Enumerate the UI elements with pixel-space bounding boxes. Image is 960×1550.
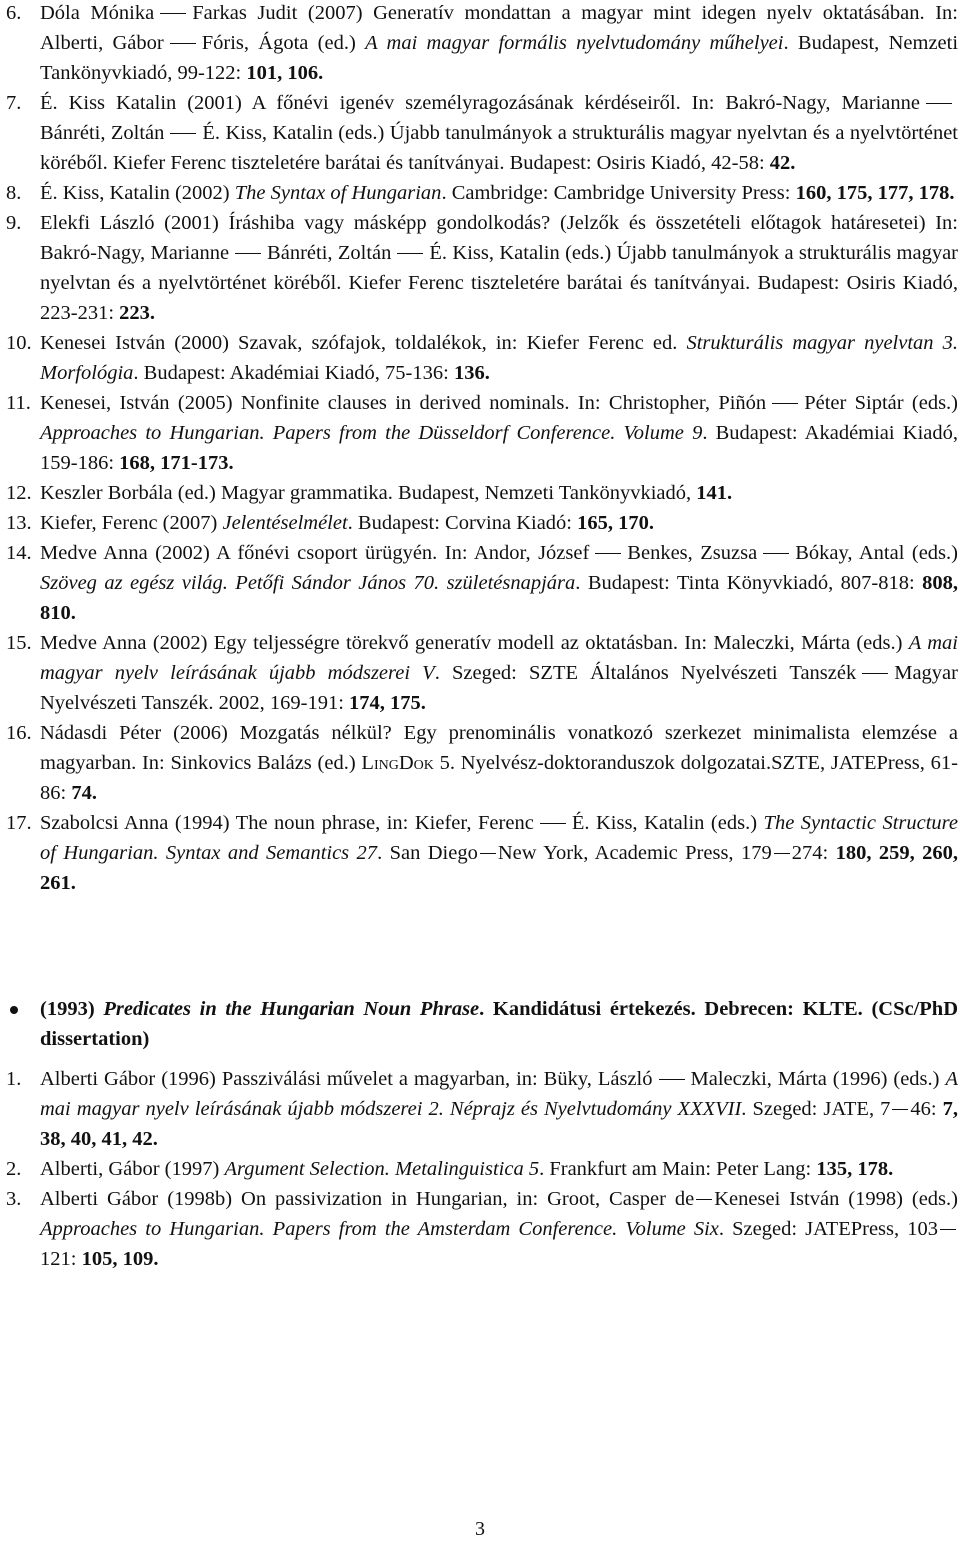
reference-number: 12. [6, 482, 32, 504]
reference-number: 15. [6, 632, 32, 654]
reference-number: 9. [6, 212, 22, 234]
reference-number: 8. [6, 182, 22, 204]
page-number: 3 [475, 1518, 485, 1540]
reference-item-6: 6. Dóla Mónika Farkas Judit (2007) Generatív mondattan a magyar mint idegen nyelv oktatásában. In: Alberti, Gábor Fóris, Ágota (ed.) A mai magyar formális nyelvtudomány műhelyei. Budapest, Nemzeti Tankönyvkiadó, 99-122: 101, 106. [0, 0, 958, 88]
reference-item-13: 13. Kiefer, Ferenc (2007) Jelentéselmélet. Budapest: Corvina Kiadó: 165, 170. [0, 508, 958, 538]
reference-number: 2. [6, 1158, 22, 1180]
reference-item-b3: 3. Alberti Gábor (1998b) On passivization in Hungarian, in: Groot, Casper de Kenesei István (1998) (eds.) Approaches to Hungarian. Papers from the Amsterdam Conference. Volume Six. Szeged: JATEPress, 103121: 105, 109. [0, 1184, 958, 1274]
reference-number: 14. [6, 542, 32, 564]
reference-item-12: 12. Keszler Borbála (ed.) Magyar grammatika. Budapest, Nemzeti Tankönyvkiadó, 141. [0, 478, 958, 508]
reference-item-14: 14. Medve Anna (2002) A főnévi csoport ürügyén. In: Andor, József Benkes, Zsuzsa Bókay, Antal (eds.) Szöveg az egész világ. Petőfi Sándor János 70. születésnapjára. Budapest: Tinta Könyvkiadó, 807-818: 808, 810. [0, 538, 958, 628]
reference-number: 10. [6, 332, 32, 354]
reference-item-10: 10. Kenesei István (2000) Szavak, szófajok, toldalékok, in: Kiefer Ferenc ed. Strukturális magyar nyelvtan 3. Morfológia. Budapest: Akadémiai Kiadó, 75-136: 136. [0, 328, 958, 388]
reference-item-15: 15. Medve Anna (2002) Egy teljességre törekvő generatív modell az oktatásban. In: Maleczki, Márta (eds.) A mai magyar nyelv leírásának újabb módszerei V. Szeged: SZTE Általános Nyelvészeti Tanszék Magyar Nyelvészeti Tanszék. 2002, 169-191: 174, 175. [0, 628, 958, 718]
reference-item-16: 16. Nádasdi Péter (2006) Mozgatás nélkül? Egy prenominális vonatkozó szerkezet minimalista elemzése a magyarban. In: Sinkovics Balázs (ed.) LingDok 5. Nyelvész-doktoranduszok dolgozatai.SZTE, JATEPress, 61-86: 74. [0, 718, 958, 808]
reference-number: 7. [6, 92, 22, 114]
reference-item-17: 17. Szabolcsi Anna (1994) The noun phrase, in: Kiefer, Ferenc É. Kiss, Katalin (eds.) The Syntactic Structure of Hungarian. Syntax and Semantics 27. San Diego New York, Academic Press, 179 274: 180, 259, 260, 261. [0, 808, 958, 898]
reference-number: 11. [6, 392, 31, 414]
reference-list-2 [0, 1064, 958, 1274]
reference-item-8: 8. É. Kiss, Katalin (2002) The Syntax of Hungarian. Cambridge: Cambridge University Press: 160, 175, 177, 178. [0, 178, 958, 208]
reference-number: 17. [6, 812, 32, 834]
reference-item-b1: 1. Alberti Gábor (1996) Passziválási művelet a magyarban, in: Büky, László Maleczki, Márta (1996) (eds.) A mai magyar nyelv leírásának újabb módszerei 2. Néprajz és Nyelvtudomány XXXVII. Szeged: JATE, 7 46: 7, 38, 40, 41, 42. [0, 1064, 958, 1154]
reference-number: 3. [6, 1188, 22, 1210]
bullet-icon [10, 1006, 18, 1014]
reference-number: 16. [6, 722, 32, 744]
reference-item-7: 7. É. Kiss Katalin (2001) A főnévi igenév személyragozásának kérdéseiről. In: Bakró-Nagy, MarianneBánréti, Zoltán É. Kiss, Katalin (eds.) Újabb tanulmányok a strukturális magyar nyelvtan és a nyelvtörténet köréből. Kiefer Ferenc tiszteletére barátai és tanítványai. Budapest: Osiris Kiadó, 42-58: 42. [0, 88, 958, 178]
reference-item-11: 11. Kenesei, István (2005) Nonfinite clauses in derived nominals. In: Christopher, Piñón Péter Siptár (eds.) Approaches to Hungarian. Papers from the Düsseldorf Conference. Volume 9. Budapest: Akadémiai Kiadó, 159-186: 168, 171-173. [0, 388, 958, 478]
reference-number: 6. [6, 2, 22, 24]
reference-number: 1. [6, 1068, 22, 1090]
reference-item-9: 9. Elekfi László (2001) Íráshiba vagy másképp gondolkodás? (Jelzők és összetételi előtagok határesetei) In: Bakró-Nagy, Marianne Bánréti, Zoltán É. Kiss, Katalin (eds.) Újabb tanulmányok a strukturális magyar nyelvtan és a nyelvtörténet köréből. Kiefer Ferenc tiszteletére barátai és tanítványai. Budapest: Osiris Kiadó, 223-231: 223. [0, 208, 958, 328]
reference-number: 13. [6, 512, 32, 534]
cited-work-heading: (1993) Predicates in the Hungarian Noun Phrase. Kandidátusi értekezés. Debrecen: KLTE. (CSc/PhD dissertation) [0, 994, 958, 1054]
reference-item-b2: 2. Alberti, Gábor (1997) Argument Selection. Metalinguistica 5. Frankfurt am Main: Peter Lang: 135, 178. [0, 1154, 958, 1184]
